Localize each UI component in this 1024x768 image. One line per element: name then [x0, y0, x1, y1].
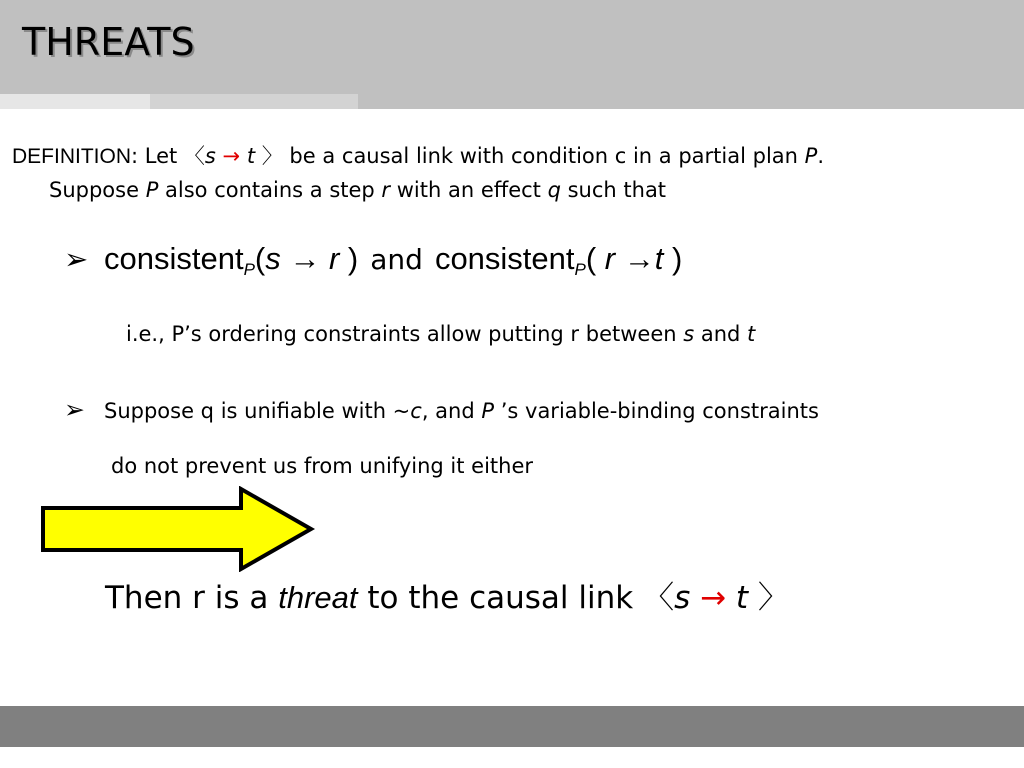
definition-let: Let	[138, 144, 184, 168]
var-r: r	[381, 178, 391, 202]
conclusion-text: to the causal link	[357, 580, 644, 616]
definition-period: .	[817, 144, 824, 168]
var-P: P	[481, 399, 495, 423]
bullet-consistency	[64, 241, 682, 277]
var-s: s	[265, 241, 281, 276]
bullet-arrow-icon: ➢	[64, 242, 89, 276]
title-underline-light	[0, 94, 150, 109]
threat-word: threat	[278, 580, 358, 615]
right-arrow-icon	[40, 486, 320, 572]
consistent-keyword: consistent	[434, 241, 575, 276]
bullet2-text: ’s variable-binding constraints	[494, 399, 819, 423]
definition-suppose: Suppose	[49, 178, 146, 202]
definition-colon: :	[131, 144, 139, 168]
definition-label: DEFINITION	[12, 145, 131, 168]
rangle: 〉	[255, 144, 283, 168]
ie-and: and	[694, 322, 748, 346]
bullet-unifiable-continuation: do not prevent us from unifying it either	[111, 454, 534, 478]
footer-bar	[0, 706, 1024, 747]
definition-line-1	[12, 140, 824, 170]
consistent-keyword: consistent	[104, 241, 244, 276]
paren-open: (	[585, 241, 605, 276]
ie-explanation	[126, 322, 755, 346]
var-q: q	[547, 178, 561, 202]
definition-text: also contains a step	[158, 178, 382, 202]
bullet-unifiable	[64, 395, 819, 424]
definition-text: be a causal link with condition c in a partial plan	[282, 144, 805, 168]
var-s: s	[204, 144, 216, 168]
conclusion-text: Then r is a	[105, 580, 279, 616]
definition-text: such that	[560, 178, 667, 202]
paren-close: )	[339, 241, 359, 276]
var-r: r	[328, 241, 340, 276]
order-arrow: →	[615, 241, 655, 276]
slide-title: THREATS	[22, 20, 195, 64]
rangle: 〉	[748, 580, 789, 616]
definition-line-2	[49, 178, 666, 202]
bullet2-text: Suppose q is unifiable with ~	[104, 399, 411, 423]
bullet2-text: , and	[421, 399, 482, 423]
var-t: t	[735, 580, 749, 616]
paren-open: (	[254, 241, 266, 276]
var-r: r	[604, 241, 616, 276]
conclusion-line	[105, 572, 789, 617]
langle: 〈	[183, 144, 205, 168]
causal-arrow: →	[215, 144, 247, 168]
var-c: c	[410, 399, 422, 423]
langle: 〈	[643, 580, 675, 616]
var-s: s	[683, 322, 695, 346]
definition-text: with an effect	[390, 178, 548, 202]
var-t: t	[654, 241, 664, 276]
causal-arrow: →	[690, 580, 736, 616]
title-underline-dark	[358, 94, 1024, 109]
var-P: P	[145, 178, 159, 202]
ie-text: i.e., P’s ordering constraints allow putting r between	[126, 322, 684, 346]
var-t: t	[747, 322, 756, 346]
subscript-P: P	[243, 260, 255, 279]
order-arrow: →	[280, 241, 329, 276]
var-s: s	[674, 580, 691, 616]
var-t: t	[246, 144, 256, 168]
paren-close: )	[663, 241, 683, 276]
var-P: P	[804, 144, 818, 168]
title-underline-mid	[150, 94, 358, 109]
subscript-P: P	[574, 260, 586, 279]
right-arrow-shape	[43, 489, 311, 569]
bullet-arrow-icon: ➢	[64, 395, 85, 424]
and-word: and	[370, 243, 423, 276]
